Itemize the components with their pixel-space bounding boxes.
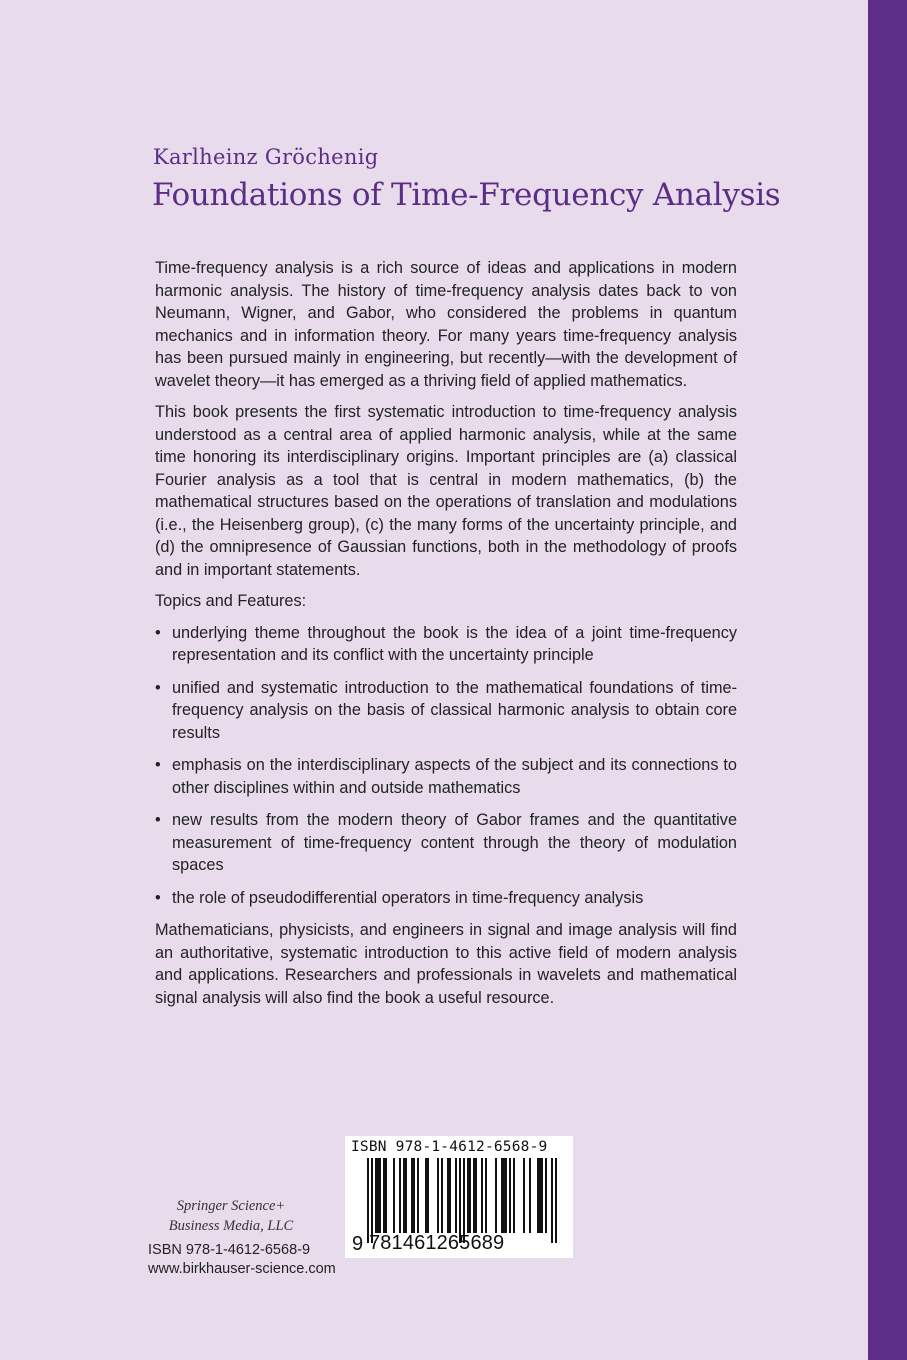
- bullet-icon: •: [155, 623, 161, 642]
- publisher-url: www.birkhauser-science.com: [148, 1261, 336, 1277]
- topic-item: [155, 754, 737, 799]
- barcode-bar: [541, 1158, 543, 1233]
- barcode-guard-bar: [555, 1158, 557, 1243]
- topic-item: [155, 622, 737, 667]
- book-title: Foundations of Time-Frequency Analysis: [152, 177, 781, 213]
- barcode-guard-bar: [463, 1158, 465, 1243]
- barcode-bar: [529, 1158, 531, 1233]
- barcode-bar: [393, 1158, 395, 1233]
- barcode-bar: [377, 1158, 379, 1233]
- barcode-digits: 781461265689: [369, 1232, 505, 1254]
- barcode-bar: [503, 1158, 505, 1233]
- barcode-bar: [545, 1158, 547, 1233]
- topics-list: [155, 622, 737, 910]
- topic-text: unified and systematic introduction to the mathematical foundations of time-frequency analysis on the basis of classical harmonic analysis to obtain core results: [172, 678, 737, 742]
- barcode-bar: [425, 1158, 427, 1233]
- barcode-bar: [427, 1158, 429, 1233]
- barcode-bar: [523, 1158, 525, 1233]
- barcode-bar: [417, 1158, 419, 1233]
- description-paragraph-3: Mathematicians, physicists, and engineers in signal and image analysis will find an authoritative, systematic introduction to this active field of modern analysis and applications. Researchers and professionals in wavelets and mathematical signal analysis will also find the book a useful resource.: [155, 921, 737, 1007]
- topic-item: [155, 809, 737, 877]
- bullet-icon: •: [155, 811, 161, 829]
- barcode-bar: [379, 1158, 381, 1233]
- barcode-guard-bar: [371, 1158, 373, 1243]
- barcode-first-digit: 9: [352, 1233, 364, 1255]
- barcode-guard-bar: [367, 1158, 369, 1243]
- back-cover-description: [155, 257, 737, 1018]
- barcode-isbn-label: ISBN 978-1-4612-6568-9: [351, 1139, 548, 1155]
- barcode-bar: [403, 1158, 405, 1233]
- barcode-bar: [505, 1158, 507, 1233]
- barcode-bar: [513, 1158, 515, 1233]
- barcode-bar: [469, 1158, 471, 1233]
- barcode-bar: [509, 1158, 511, 1233]
- topic-item: [155, 887, 737, 910]
- barcode-bar: [481, 1158, 483, 1233]
- publisher-line-2: Business Media, LLC: [168, 1218, 294, 1234]
- barcode-bar: [475, 1158, 477, 1233]
- barcode-bar: [455, 1158, 457, 1233]
- bullet-icon: •: [155, 678, 161, 697]
- isbn-text: ISBN 978-1-4612-6568-9: [148, 1242, 311, 1258]
- barcode-bar: [441, 1158, 443, 1233]
- bullet-icon: •: [155, 756, 161, 774]
- barcode-bar: [413, 1158, 415, 1233]
- isbn-barcode: [345, 1136, 573, 1258]
- topic-item: [155, 677, 737, 745]
- barcode-bar: [539, 1158, 541, 1233]
- description-paragraph-1: Time-frequency analysis is a rich source of ideas and applications in modern harmonic analysis. The history of time-frequency analysis dates back to von Neumann, Wigner, and Gabor, who considered the problems in quantum mechanics and in information theory. For many years time-frequency analysis has been pursued mainly in engineering, but recently—with the development of wavelet theory—it has emerged as a thriving field of applied mathematics.: [155, 259, 737, 390]
- barcode-guard-bar: [551, 1158, 553, 1243]
- barcode-bar: [467, 1158, 469, 1233]
- topic-text: underlying theme throughout the book is the idea of a joint time-frequency representation and its conflict with the uncertainty principle: [172, 623, 737, 664]
- bullet-icon: •: [155, 888, 161, 907]
- topic-text: the role of pseudodifferential operators in time-frequency analysis: [172, 888, 644, 907]
- topic-text: new results from the modern theory of Gabor frames and the quantitative measurement of time-frequency content through the theory of modulation spaces: [172, 811, 737, 874]
- barcode-bar: [405, 1158, 407, 1233]
- barcode-bar: [411, 1158, 413, 1233]
- author-name: Karlheinz Gröchenig: [153, 145, 379, 169]
- barcode-bar: [385, 1158, 387, 1233]
- topic-text: emphasis on the interdisciplinary aspects of the subject and its connections to other disciplines within and outside mathematics: [172, 756, 737, 797]
- barcode-bar: [537, 1158, 539, 1233]
- barcode-bar: [399, 1158, 401, 1233]
- barcode-bar: [449, 1158, 451, 1233]
- publisher-line-1: Springer Science+: [176, 1198, 286, 1214]
- barcode-bar: [473, 1158, 475, 1233]
- barcode-bar: [495, 1158, 497, 1233]
- barcode-bar: [375, 1158, 377, 1233]
- description-paragraph-2: This book presents the first systematic introduction to time-frequency analysis understood as a central area of applied harmonic analysis, while at the same time honoring its interdisciplinary origins. Important principles are (a) classical Fourier analysis as a tool that is central in modern mathematics, (b) the mathematical structures based on the operations of translation and modulations (i.e., the Heisenberg group), (c) the many forms of the uncertainty principle, and (d) the omnipresence of Gaussian functions, both in the methodology of proofs and in important statements.: [155, 403, 737, 579]
- barcode-bar: [501, 1158, 503, 1233]
- book-spine: [868, 0, 907, 1360]
- publisher-name: [148, 1196, 314, 1236]
- topics-heading: Topics and Features:: [155, 592, 307, 610]
- barcode-bar: [485, 1158, 487, 1233]
- barcode-bar: [437, 1158, 439, 1233]
- barcode-bar: [383, 1158, 385, 1233]
- barcode-bar: [447, 1158, 449, 1233]
- barcode-guard-bar: [459, 1158, 461, 1243]
